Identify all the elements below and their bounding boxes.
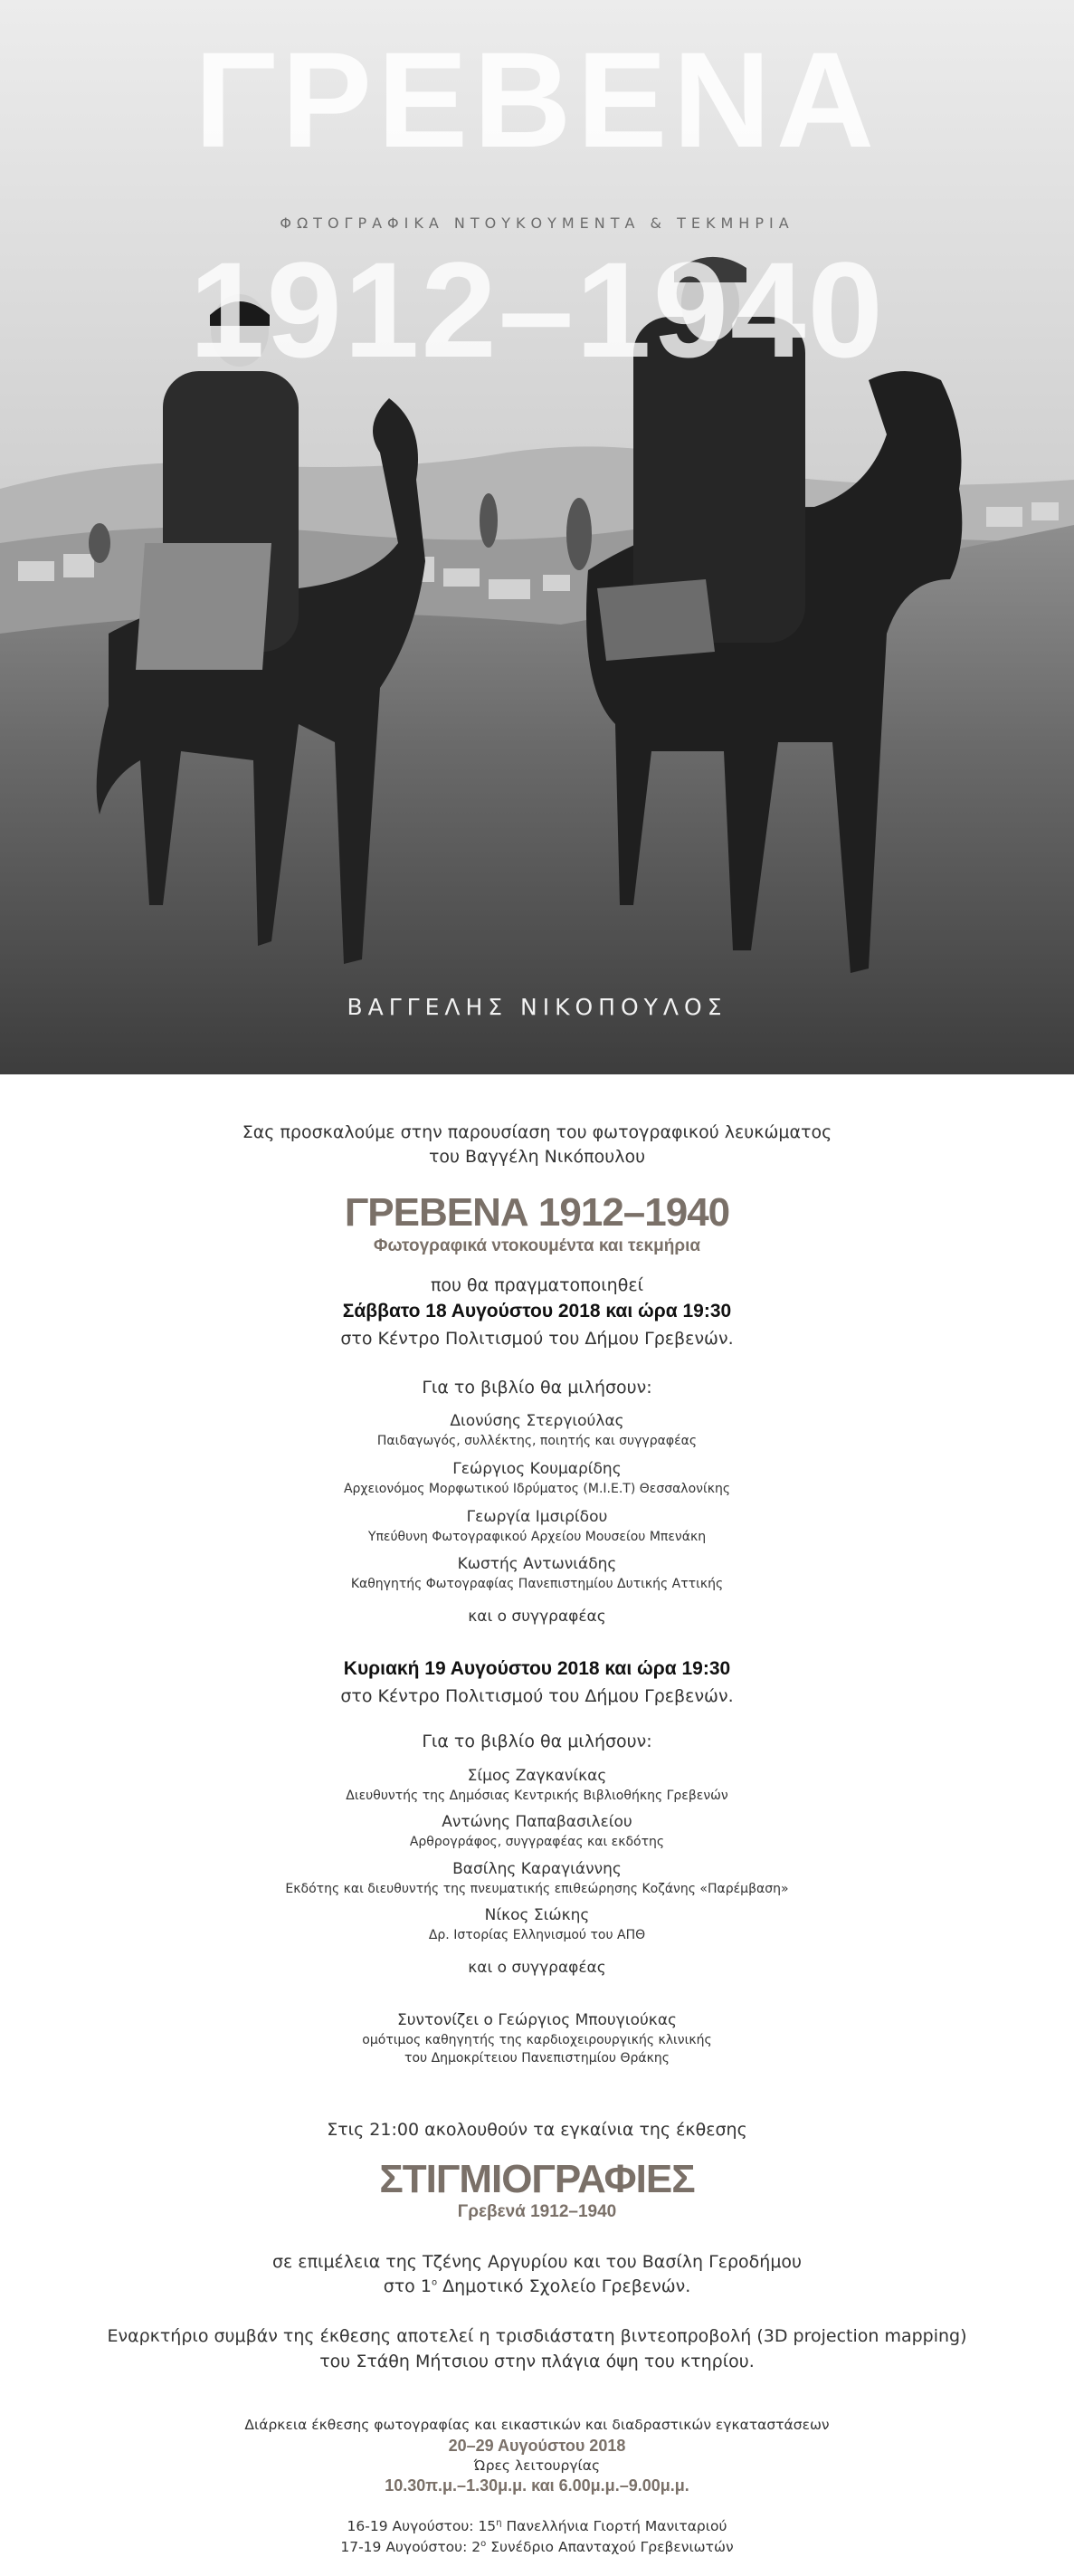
event1-date: Σάββατο 18 Αυγούστου 2018 και ώρα 19:30 [342,1301,732,1321]
cover-subtitle: ΦΩΤΟΓΡΑΦΙΚΑ ΝΤΟΥΚΟΥΜΕΝΤΑ & ΤΕΚΜΗΡΙΑ [280,215,794,232]
event2-venue: στο Κέντρο Πολιτισμού του Δήμου Γρεβενών. [340,1686,734,1706]
book-subtitle: Φωτογραφικά ντοκουμέντα και τεκμήρια [373,1236,701,1255]
duration-label: Διάρκεια έκθεσης φωτογραφίας και εικαστικών και διαδραστικών εγκαταστάσεων [244,2417,830,2433]
intro-line-1: Σας προσκαλούμε στην παρουσίαση του φωτογραφικού λευκώματος [242,1122,832,1142]
speaker-role: Καθηγητής Φωτογραφίας Πανεπιστημίου Δυτικής Αττικής [350,1577,724,1591]
exhibition-subtitle: Γρεβενά 1912–1940 [457,2202,617,2221]
book-title: ΓΡΕΒΕΝΑ 1912–1940 [344,1190,730,1235]
opening-line-1: Εναρκτήριο συμβάν της έκθεσης αποτελεί η τρισδιάστατη βιντεοπροβολή (3D projection mapping) [107,2326,967,2346]
opening-hours: 10.30π.μ.–1.30μ.μ. και 6.00μ.μ.–9.00μ.μ. [385,2476,689,2495]
curation-line-2: στο $1^o$ Δημοτικό Σχολείο Γρεβενών. [383,2276,691,2296]
speaker-role: Υπεύθυνη Φωτογραφικού Αρχείου Μουσείου Μπενάκη [367,1530,707,1544]
speaker-name: Βασίλης Καραγιάννης [452,1860,622,1878]
speaker-name: Γεωργία Ιμσιρίδου [466,1508,608,1526]
speaker-name: Νίκος Σιώκης [484,1906,590,1924]
cover-title: ΓΡΕΒΕΝΑ [194,24,880,176]
coordinator-line-3: του Δημοκρίτειου Πανεπιστημίου Θράκης [404,2051,670,2066]
speaker-role: Εκδότης και διευθυντής της πνευματικής επιθεώρησης Κοζάνης «Παρέμβαση» [285,1882,789,1896]
speaker-role: Παιδαγωγός, συλλέκτης, ποιητής και συγγραφέας [376,1434,698,1448]
coordinator-line-1: Συντονίζει ο Γεώργιος Μπουγιούκας [396,2011,678,2029]
exhibition-dates: 20–29 Αυγούστου 2018 [448,2437,626,2455]
speaker-role: Διευθυντής της Δημόσιας Κεντρικής Βιβλιοθήκης Γρεβενών [346,1789,728,1803]
note-line-2: 17-19 Αυγούστου: $2^o$ Συνέδριο Απανταχού Γρεβενιωτών [340,2538,734,2555]
speaker-name: Σίμος Ζαγκανίκας [467,1767,607,1785]
speaker-role: Αρθρογράφος, συγγραφέας και εκδότης [409,1835,665,1849]
speaker-name: Κωστής Αντωνιάδης [457,1555,617,1573]
event1-closing: και ο συγγραφέας [468,1608,606,1626]
curation-line-1: σε επιμέλεια της Τζένης Αργυρίου και του Βασίλη Γεροδήμου [271,2252,803,2272]
exhibition-title: ΣΤΙΓΜΙΟΓΡΑΦΙΕΣ [379,2157,695,2201]
event2-date: Κυριακή 19 Αυγούστου 2018 και ώρα 19:30 [343,1658,731,1679]
event1-pre: που θα πραγματοποιηθεί [430,1275,644,1295]
event1-speakers-heading: Για το βιβλίο θα μιλήσουν: [422,1378,652,1398]
speaker-role: Δρ. Ιστορίας Ελληνισμού του ΑΠΘ [428,1928,646,1942]
opening-line-2: του Στάθη Μήτσιου στην πλάγια όψη του κτηρίου. [319,2352,755,2371]
cover-author: ΒΑΓΓΕΛΗΣ ΝΙΚΟΠΟΥΛΟΣ [347,994,727,1020]
event2-speakers-heading: Για το βιβλίο θα μιλήσουν: [422,1732,652,1751]
exhibition-intro: Στις 21:00 ακολουθούν τα εγκαίνια της έκθεσης [327,2120,747,2140]
speaker-role: Αρχειονόμος Μορφωτικού Ιδρύματος (Μ.Ι.Ε.Τ) Θεσσαλονίκης [343,1482,731,1496]
intro-line-2: του Βαγγέλη Νικόπουλου [428,1147,646,1167]
invitation-text [0,1074,1074,2576]
speaker-name: Αντώνης Παπαβασιλείου [442,1813,632,1831]
note-line-1: 16-19 Αυγούστου: $15^\eta$ Πανελλήνια Γιορτή Μανιταριού [347,2517,727,2534]
event2-closing: και ο συγγραφέας [468,1959,606,1977]
hours-label: Ώρες λειτουργίας [473,2457,601,2474]
cover-photo [0,0,1074,1074]
coordinator-line-2: ομότιμος καθηγητής της καρδιοχειρουργικής κλινικής [362,2033,712,2047]
event1-venue: στο Κέντρο Πολιτισμού του Δήμου Γρεβενών. [340,1329,734,1349]
speaker-name: Διονύσης Στεργιούλας [450,1412,624,1430]
cover-years: 1912–1940 [189,234,885,386]
speaker-name: Γεώργιος Κουμαρίδης [452,1460,622,1478]
